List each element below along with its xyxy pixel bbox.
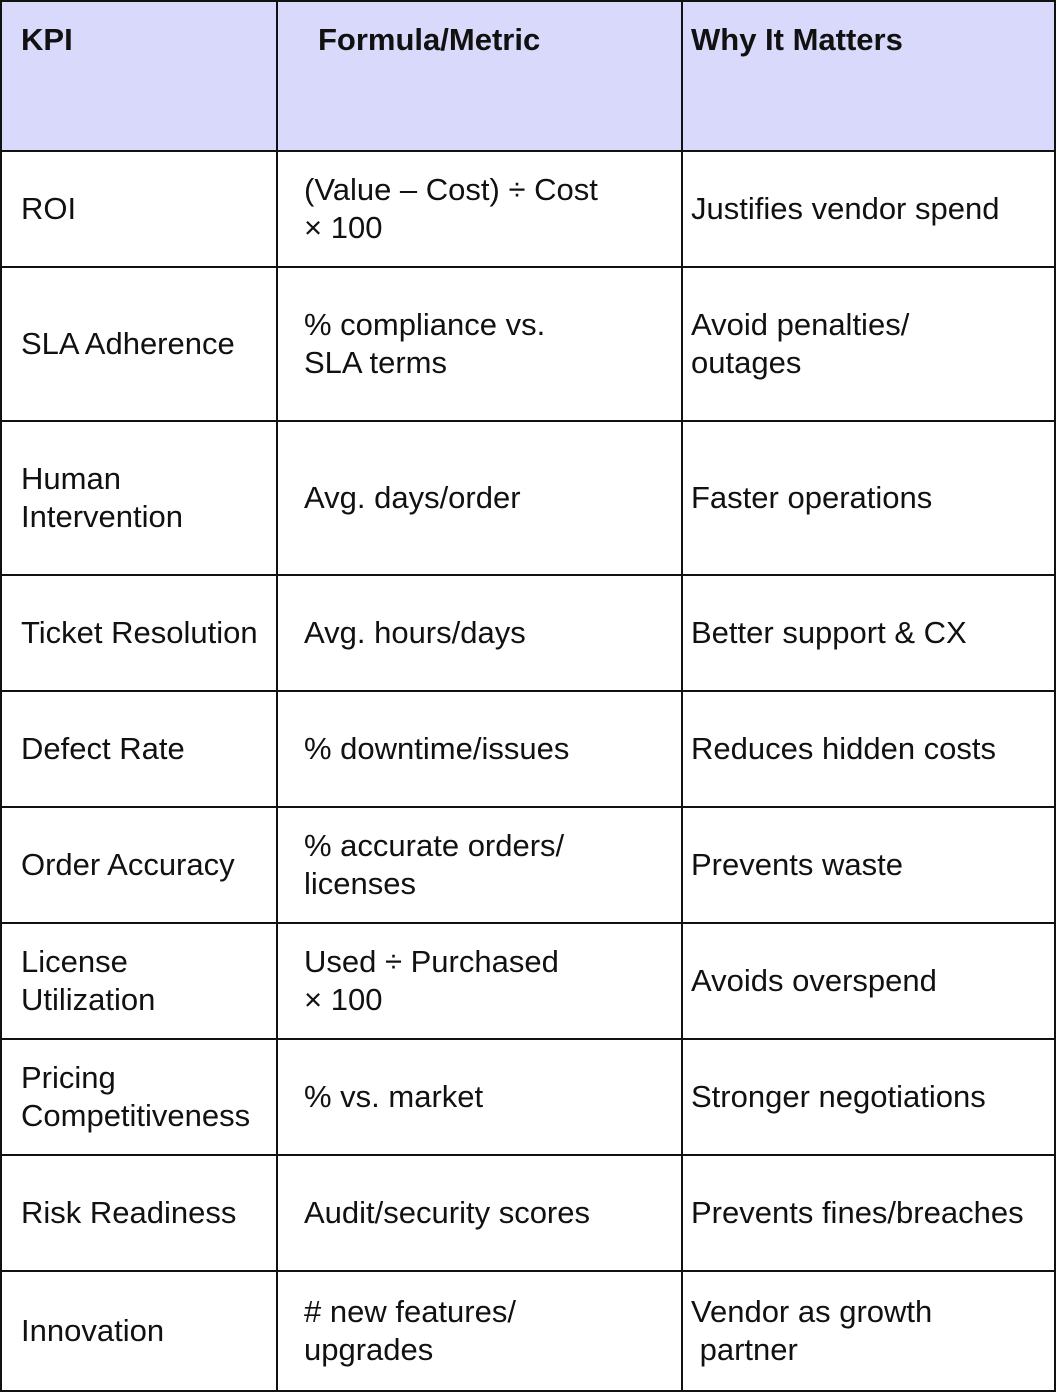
kpi-cell-line: Order Accuracy [21, 847, 235, 882]
why-cell-line: Vendor as growth [691, 1294, 933, 1329]
why-cell-line: Avoids overspend [691, 963, 937, 998]
kpi-cell-line: SLA Adherence [21, 326, 235, 361]
header-why: Why It Matters [682, 1, 1055, 151]
why-cell-line: Avoid penalties/ [691, 307, 910, 342]
kpi-cell [1, 575, 277, 691]
formula-cell [277, 923, 682, 1039]
formula-cell-line: × 100 [304, 982, 383, 1017]
kpi-cell-line: Innovation [21, 1313, 165, 1348]
kpi-cell-line: Defect Rate [21, 731, 185, 766]
formula-cell-line: % downtime/issues [304, 731, 570, 766]
why-cell-line: Better support & CX [691, 615, 967, 650]
table-row [1, 421, 1055, 575]
formula-cell-line: SLA terms [304, 345, 447, 380]
formula-cell [277, 421, 682, 575]
formula-cell [277, 267, 682, 421]
header-kpi: KPI [1, 1, 277, 151]
why-cell [682, 1155, 1055, 1271]
kpi-cell-line: ROI [21, 191, 77, 226]
formula-cell-line: % vs. market [304, 1079, 484, 1114]
kpi-cell-line: Human [21, 461, 121, 496]
formula-cell [277, 575, 682, 691]
formula-cell-line: Avg. hours/days [304, 615, 526, 650]
formula-cell [277, 1155, 682, 1271]
formula-cell [277, 1039, 682, 1155]
why-cell-line: Stronger negotiations [691, 1079, 986, 1114]
kpi-cell-line: Intervention [21, 499, 183, 534]
formula-cell-line: Used ÷ Purchased [304, 944, 559, 979]
kpi-cell [1, 267, 277, 421]
formula-cell [277, 1271, 682, 1391]
kpi-cell-line: License [21, 944, 128, 979]
formula-cell-line: % compliance vs. [304, 307, 546, 342]
formula-cell-line: Avg. days/order [304, 480, 521, 515]
formula-cell-line: % accurate orders/ [304, 828, 565, 863]
why-cell [682, 1271, 1055, 1391]
why-cell-line: Faster operations [691, 480, 933, 515]
table-row [1, 575, 1055, 691]
table-body [1, 151, 1055, 1391]
kpi-cell [1, 1271, 277, 1391]
formula-cell-line: # new features/ [304, 1294, 516, 1329]
kpi-cell [1, 151, 277, 267]
why-cell-line: partner [691, 1332, 798, 1367]
why-cell-line: Prevents fines/breaches [691, 1195, 1024, 1230]
kpi-cell-line: Risk Readiness [21, 1195, 237, 1230]
header-formula: Formula/Metric [277, 1, 682, 151]
formula-cell [277, 151, 682, 267]
kpi-cell [1, 923, 277, 1039]
table-row [1, 691, 1055, 807]
why-cell [682, 1039, 1055, 1155]
why-cell-line: Justifies vendor spend [691, 191, 1000, 226]
header-row [1, 1, 1055, 151]
kpi-cell [1, 807, 277, 923]
table-row [1, 151, 1055, 267]
kpi-cell-line: Pricing [21, 1060, 116, 1095]
kpi-cell-line: Ticket Resolution [21, 615, 258, 650]
kpi-cell [1, 1155, 277, 1271]
formula-cell [277, 807, 682, 923]
why-cell [682, 807, 1055, 923]
why-cell [682, 691, 1055, 807]
formula-cell [277, 691, 682, 807]
kpi-cell-line: Competitiveness [21, 1098, 251, 1133]
table-row [1, 807, 1055, 923]
why-cell-line: Prevents waste [691, 847, 903, 882]
why-cell [682, 267, 1055, 421]
formula-cell-line: upgrades [304, 1332, 434, 1367]
formula-cell-line: Audit/security scores [304, 1195, 590, 1230]
kpi-cell [1, 1039, 277, 1155]
why-cell-line: outages [691, 345, 802, 380]
why-cell [682, 575, 1055, 691]
table-row [1, 1271, 1055, 1391]
table-row [1, 267, 1055, 421]
kpi-cell [1, 421, 277, 575]
why-cell-line: Reduces hidden costs [691, 731, 997, 766]
formula-cell-line: × 100 [304, 210, 383, 245]
why-cell [682, 151, 1055, 267]
table-row [1, 1155, 1055, 1271]
kpi-cell-line: Utilization [21, 982, 156, 1017]
formula-cell-line: licenses [304, 866, 416, 901]
table-row [1, 1039, 1055, 1155]
why-cell [682, 421, 1055, 575]
why-cell [682, 923, 1055, 1039]
kpi-cell [1, 691, 277, 807]
formula-cell-line: (Value – Cost) ÷ Cost [304, 172, 598, 207]
table-row [1, 923, 1055, 1039]
